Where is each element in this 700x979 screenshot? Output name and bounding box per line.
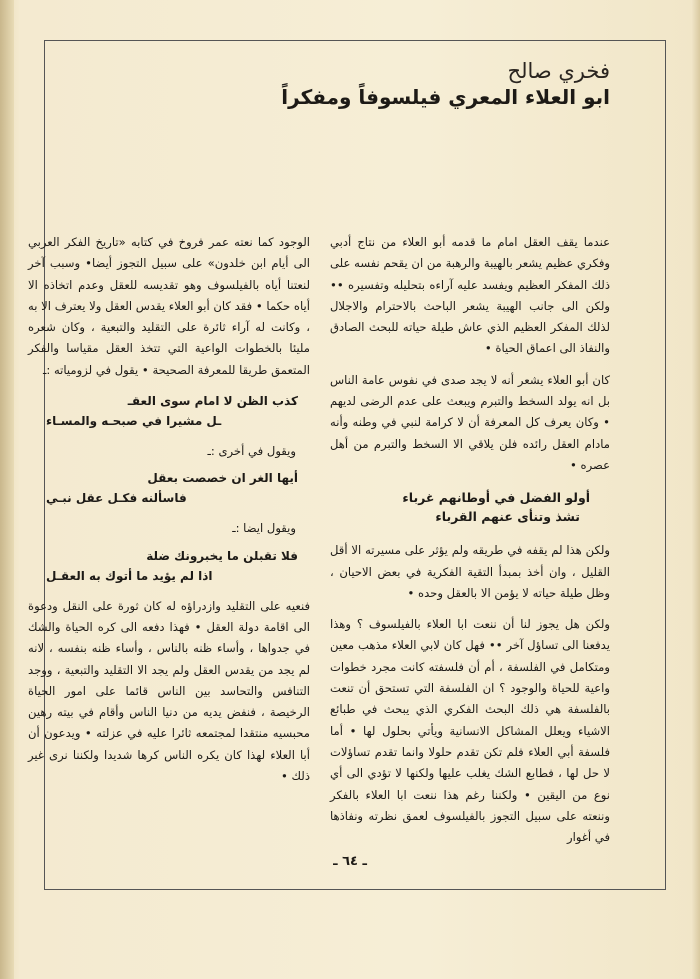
- book-binding-edge: [0, 0, 14, 979]
- paragraph: عندما يقف العقل امام ما قدمه أبو العلاء من نتاج أدبي وفكري عظيم يشعر بالهيبة والرهبة من ان يقحم نفسه على ذلك المفكر العظيم ويفسد عليه آراءه بتحليله وتفسيره •• ولكن الى جانب الهيبة يشعر الباحث بالاحترام والاجلال لذلك المفكر العظيم الذي عاش طيلة حياته للبحث الصادق والنفاذ الى اعماق الحياة •: [330, 235, 610, 356]
- page-number: ـ ٦٤ ـ: [333, 854, 367, 869]
- article-title: ابو العلاء المعري فيلسوفاً ومفكراً: [281, 85, 610, 109]
- paragraph: ولكن هذا لم يقفه في طريقه ولم يؤثر على مسيرته الا أقل القليل ، وان أخذ بمبدأ التقية الفكرية في بعض الاحيان ، وظل طيلة حياته لا يؤمن الا بالعقل وحده •: [330, 543, 610, 600]
- verse-intro: ويقول في أخرى :ـ: [207, 444, 296, 459]
- verse-line: فاسألنه فكـل عقل نبـي: [46, 491, 187, 506]
- verse-quote: [330, 488, 590, 526]
- verse-intro: ويقول ايضا :ـ: [232, 521, 296, 536]
- verse-line: فلا تقبلن ما يخبرونك ضلة: [146, 548, 298, 563]
- verse-line: تشذ وتنأى عنهم القرباء: [435, 509, 580, 525]
- author-name: فخري صالح: [507, 59, 610, 83]
- paragraph: كان أبو العلاء يشعر أنه لا يجد صدى في نفوس عامة الناس بل انه يولد السخط والتبرم ويبعث على عدم الرضى لديهم • وكان يعرف كل المعرفة أن لا كرامة لنبي في وطنه وأنه مادام العقل رائده فلن يلاقي الا السخط والتبرم من أهل عصره •: [330, 372, 610, 472]
- article-header: [190, 58, 610, 110]
- verse-line: كذب الظن لا امام سوى العقـ: [127, 394, 298, 409]
- verse-line: أولو الفضل في أوطانهم غرباء: [402, 490, 590, 506]
- paragraph: الوجود كما نعته عمر فروخ في كتابه «تاريخ الفكر العربي الى أيام ابن خلدون» على سبيل التجوز أيضا• وسبب آخر لنعتنا أياه بالفيلسوف وهو تقديسه للعقل وعدم اتخاذه الا أياه حكما • فقد كان أبو العلاء يقدس العقل ولا يعترف الا به ، وكانت له آراء ثائرة على التقليد والتبعية ، وكان شعره مليئا بالخطوات الواعية التي تتخذ العقل مقياسا والفكر المتعمق طريقا للمعرفة الصحيحة • يقول في لزومياته :ـ: [28, 235, 310, 377]
- verse-quote: [28, 546, 310, 586]
- right-text-column: [330, 232, 610, 858]
- paragraph: ولكن هل يجوز لنا أن ننعت ابا العلاء بالفيلسوف ؟ وهذا يدفعنا الى تساؤل آخر •• فهل كان لابي العلاء مذهب معين ومتكامل في الفلسفة ، أم أن فلسفته كانت مجرد خطوات واعية للحياة والوجود ؟ ان الفلسفة التي تستحق أن تنعت بالفلسفة هي ذلك البحث الفكري الذي يبحث في طبائع الاشياء ويعلل المشاكل الانسانية ويأتي بحلول لها • أما فلسفة أبي العلاء فلم تكن تقدم حلولا وانما تقدم تساؤلات لا حل لها ، فطابع الشك يغلب عليها ولكنها لا تؤدي الى أي نوع من اليقين • ولكننا رغم هذا ننعت ابا العلاء بالفكر وننعته على سبيل التجوز بالفيلسوف لعمق نظرته ونفاذها في أغوار: [330, 617, 610, 845]
- page-edge-shadow: [692, 0, 700, 979]
- paragraph: فنعيه على التقليد وازدراؤه له كان ثورة على النقل ودعوة الى اقامة دولة العقل • فهذا دفعه الى كره الحياة والشك في جدواها ، وأساء ظنه بالناس ، وأساء ظنه بنفسه ، لانه لم يجد من يقدس العقل ولم يجد الا التقليد والتبعية ، ووجد التنافس والتحاسد بين الناس قائما على امور الحياة الرخيصة ، فنفض يديه من دنيا الناس وأقام في بيته رهين محبسيه منتقدا لمجتمعه ثائرا عليه في عزلته • ويدعون أن أبا العلاء لهذا كان يكره الناس كرها شديدا ولكننا نرى غير ذلك •: [28, 598, 310, 784]
- verse-line: أيها الغر ان خصصت بعقل: [147, 471, 298, 486]
- verse-quote: [28, 468, 310, 508]
- verse-line: اذا لم يؤيد ما أتوك به العقـل: [46, 568, 213, 583]
- verse-line: ـل مشيرا في صبحـه والمسـاء: [46, 414, 222, 429]
- left-text-column: [28, 232, 310, 797]
- verse-quote: [28, 391, 310, 431]
